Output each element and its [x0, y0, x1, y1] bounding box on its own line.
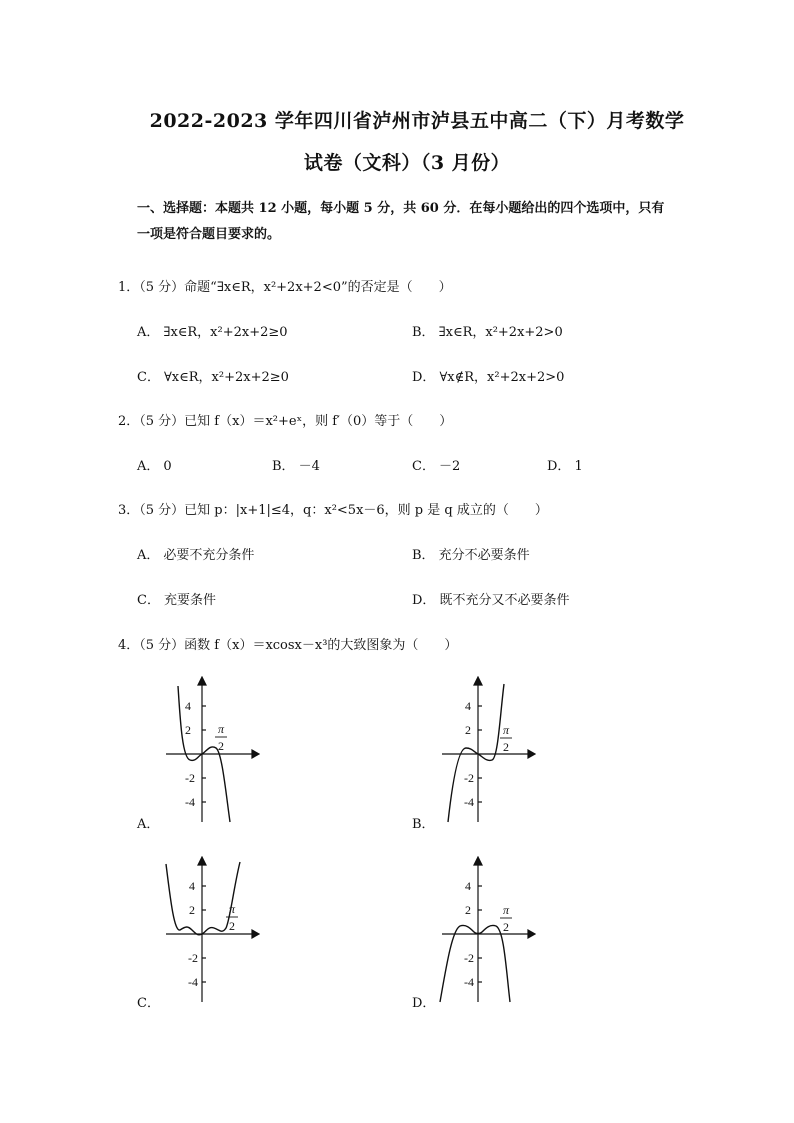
tick-neg4: -4: [464, 975, 474, 989]
section-heading: 一、选择题：本题共 12 小题，每小题 5 分，共 60 分．在每小题给出的四个选项中，只有一项是符合题目要求的。: [137, 201, 665, 242]
pi-label: π: [217, 722, 225, 736]
question-2: 2．（5 分）已知 f（x）＝x²+eˣ，则 f′（0）等于（ ）: [118, 414, 453, 429]
tick-4: 4: [465, 879, 471, 893]
graph-d-label[interactable]: D．: [412, 996, 436, 1011]
q1-option-d[interactable]: [412, 366, 564, 385]
q2-option-c[interactable]: [412, 455, 460, 474]
title-line-1: 2022-2023 学年四川省泸州市泸县五中高二（下）月考数学: [149, 110, 685, 132]
q3-option-d-letter: D．: [412, 593, 436, 608]
q2-option-b-text: －4: [298, 459, 320, 474]
q3-option-c-text: 充要条件: [163, 593, 216, 608]
graph-option-b[interactable]: [436, 676, 536, 824]
graph-b-curve: [448, 684, 504, 822]
q2-option-b[interactable]: [272, 455, 320, 474]
pi-denominator: 2: [218, 739, 224, 753]
question-3: 3．（5 分）已知 p：|x+1|≤4，q：x²<5x－6，则 p 是 q 成立的（ ）: [118, 503, 548, 518]
x-axis-arrow: [528, 750, 535, 758]
tick-4: 4: [465, 699, 471, 713]
tick-2: 2: [465, 723, 471, 737]
q2-option-a-text: 0: [163, 459, 172, 474]
q1-option-b[interactable]: [412, 321, 563, 340]
title-line-2: 试卷（文科）（3 月份）: [303, 152, 511, 174]
q2-option-d-letter: D．: [547, 459, 571, 474]
y-axis-arrow: [474, 857, 482, 865]
q3-option-b-letter: B．: [412, 548, 435, 563]
tick-2: 2: [465, 903, 471, 917]
q1-option-c-letter: C．: [137, 370, 160, 385]
q3-option-a-letter: A．: [137, 548, 160, 563]
graph-option-a[interactable]: [160, 676, 260, 824]
q1-option-d-text: ∀x∉R，x²+2x+2>0: [439, 370, 565, 385]
tick-neg2: -2: [464, 951, 474, 965]
tick-neg4: -4: [188, 975, 198, 989]
q1-option-a-letter: A．: [137, 325, 160, 340]
y-axis-arrow: [198, 857, 206, 865]
q3-option-a-text: 必要不充分条件: [163, 548, 255, 563]
q1-option-c[interactable]: [137, 366, 289, 385]
pi-denominator: 2: [229, 919, 235, 933]
y-axis-arrow: [198, 677, 206, 685]
q1-option-a[interactable]: [137, 321, 288, 340]
q3-option-d[interactable]: [412, 589, 569, 608]
q1-option-c-text: ∀x∈R，x²+2x+2≥0: [163, 370, 289, 385]
graph-d-curve: [440, 925, 510, 1002]
x-axis-arrow: [252, 750, 259, 758]
graph-b-label[interactable]: B．: [412, 817, 435, 832]
q2-option-b-letter: B．: [272, 459, 295, 474]
graph-option-c[interactable]: [160, 856, 260, 1004]
question-1-number: 1．（5 分）命题“∃x∈R，: [118, 280, 264, 295]
q2-option-c-text: －2: [438, 459, 461, 474]
graph-a-label[interactable]: A．: [137, 817, 160, 832]
q1-option-b-letter: B．: [412, 325, 435, 340]
question-1: [118, 276, 452, 295]
tick-neg2: -2: [464, 771, 474, 785]
q2-option-c-letter: C．: [412, 459, 435, 474]
pi-denominator: 2: [503, 740, 509, 754]
q3-option-c[interactable]: [137, 589, 216, 608]
tick-4: 4: [189, 879, 195, 893]
graph-option-d[interactable]: [436, 856, 536, 1004]
pi-label: π: [502, 903, 510, 917]
tick-neg4: -4: [185, 795, 195, 809]
tick-neg2: -2: [188, 951, 198, 965]
q1-option-a-text: ∃x∈R，x²+2x+2≥0: [163, 325, 288, 340]
q2-option-d[interactable]: [547, 455, 583, 474]
q3-option-d-text: 既不充分又不必要条件: [439, 593, 570, 608]
tick-neg4: -4: [464, 795, 474, 809]
tick-4: 4: [185, 699, 191, 713]
graph-c-label[interactable]: C．: [137, 996, 160, 1011]
q1-option-b-text: ∃x∈R，x²+2x+2>0: [438, 325, 563, 340]
x-axis-arrow: [528, 930, 535, 938]
tick-2: 2: [189, 903, 195, 917]
tick-neg2: -2: [185, 771, 195, 785]
y-axis-arrow: [474, 677, 482, 685]
q3-option-a[interactable]: [137, 544, 254, 563]
question-4: 4．（5 分）函数 f（x）＝xcosx－x³的大致图象为（ ）: [118, 638, 458, 653]
q3-option-b[interactable]: [412, 544, 530, 563]
pi-label: π: [228, 902, 236, 916]
q3-option-b-text: 充分不必要条件: [438, 548, 530, 563]
pi-label: π: [502, 723, 510, 737]
q2-option-a-letter: A．: [137, 459, 160, 474]
q3-option-c-letter: C．: [137, 593, 160, 608]
tick-2: 2: [185, 723, 191, 737]
x-axis-arrow: [252, 930, 259, 938]
q1-option-d-letter: D．: [412, 370, 436, 385]
q2-option-d-text: 1: [574, 459, 583, 474]
pi-denominator: 2: [503, 920, 509, 934]
q2-option-a[interactable]: [137, 455, 172, 474]
question-1-expr: x²+2x+2<0”的否定是（ ）: [263, 280, 452, 295]
